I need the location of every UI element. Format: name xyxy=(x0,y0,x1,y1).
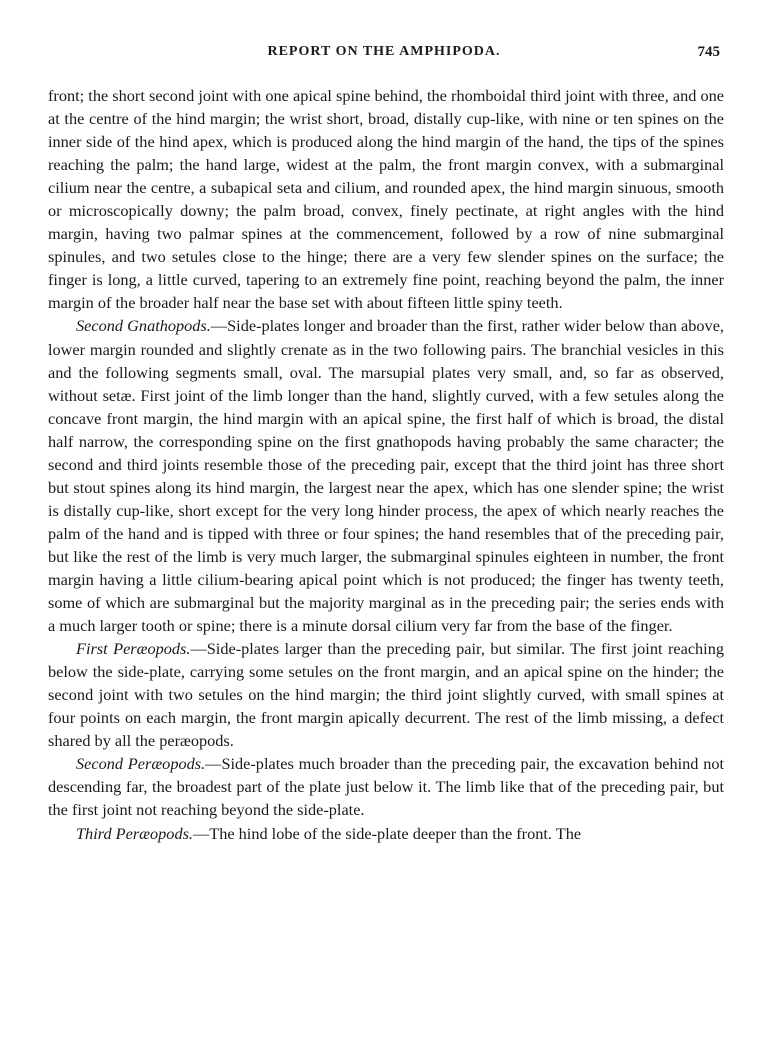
paragraph-text: —The hind lobe of the side-plate deeper than the front. The xyxy=(193,823,582,843)
paragraph-text: —Side-plates larger than the preceding pair, but similar. The first joint reaching below the side-plate, carrying some setules on the front margin, and an apical spine on the hinder; the second joint with two setules on the hind margin; the third joint slightly curved, with small spines at four points on each margin, the front margin apically decurrent. The rest of the limb missing, a defect shared by all the peræopods. xyxy=(48,639,724,751)
paragraph-text: front; the short second joint with one apical spine behind, the rhomboidal third joint with three, and one at the centre of the hind margin; the wrist short, broad, distally cup-like, with nine or ten spines on the inner side of the hind apex, which is produced along the hind margin of the hand, the tips of the spines reaching the palm; the hand large, widest at the palm, the front margin convex, with a submarginal cilium near the centre, a subapical seta and cilium, and rounded apex, the hind margin sinuous, smooth or microscopically downy; the palm broad, convex, finely pectinate, at right angles with the hind margin, having two palmar spines at the commencement, followed by a row of nine submarginal spinules, and two setules close to the hinge; there are a very few slender spines on the surface; the finger is long, a little curved, tapering to an extremely fine point, reaching beyond the palm, the inner margin of the broader half near the base set with about fifteen little spiny teeth. xyxy=(48,86,724,313)
paragraph-continuation xyxy=(48,84,724,314)
paragraph-second-peraeopods xyxy=(48,752,724,821)
paragraph-third-peraeopods xyxy=(48,822,724,845)
section-heading: Second Gnathopods. xyxy=(76,316,211,336)
running-title: REPORT ON THE AMPHIPODA. xyxy=(267,44,501,59)
page-number: 745 xyxy=(697,44,720,60)
section-heading: First Peræopods. xyxy=(76,639,191,659)
section-heading: Second Peræopods. xyxy=(76,754,206,774)
paragraph-second-gnathopods xyxy=(48,314,724,637)
paragraph-first-peraeopods xyxy=(48,637,724,752)
paragraph-text: —Side-plates much broader than the preceding pair, the excavation behind not descending far, the broadest part of the plate just below it. The limb like that of the preceding pair, but the first joint not reaching beyond the side-plate. xyxy=(48,754,724,820)
section-heading: Third Peræopods. xyxy=(76,823,193,843)
body-text xyxy=(48,84,724,845)
paragraph-text: —Side-plates longer and broader than the first, rather wider below than above, lower margin rounded and slightly crenate as in the two following pairs. The branchial vesicles in this and the following segments small, oval. The marsupial plates very small, and, so far as observed, without setæ. First joint of the limb longer than the hand, slightly curved, with a few setules along the concave front margin, the hind margin with an apical spine, the first half of which is broad, the distal half narrow, the corresponding spine on the first gnathopods having probably the same character; the second and third joints resemble those of the preceding pair, except that the third joint has three short but stout spines along its hind margin, the largest near the apex, which has one slender spine; the wrist is distally cup-like, short except for the very long hinder process, the apex of which nearly reaches the palm of the hand and is tipped with three or four spines; the hand resembles that of the preceding pair, but like the rest of the limb is very much larger, the submarginal spinules eighteen in number, the front margin having a little cilium-bearing apical point which is not produced; the finger has twenty teeth, some of which are submarginal but the majority marginal as in the preceding pair; the series ends with a much larger tooth or spine; there is a minute dorsal cilium very far from the base of the finger. xyxy=(48,316,724,636)
running-header xyxy=(48,44,720,66)
